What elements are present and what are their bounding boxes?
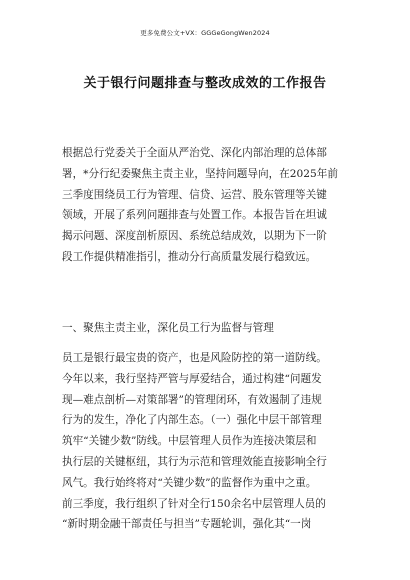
section1-paragraph <box>62 348 354 535</box>
paragraph-line: 员工是银行最宝贵的资产，也是风险防控的第一道防线。 <box>62 352 327 364</box>
paragraph-line: 行为的发生，净化了内部生态。（一）强化中层干部管理 <box>62 414 322 427</box>
paragraph-line: 段工作提供精准指引，推动分行高质量发展行稳致远。 <box>62 250 317 263</box>
header-note: 更多免费公文+VX：GGGeGongWen2024 <box>140 29 270 37</box>
paragraph-line: 现—难点剖析—对策部署”的管理闭环，有效遏制了违规 <box>62 393 322 406</box>
section-heading: 一、聚焦主责主业，深化员工行为监督与管理 <box>62 322 274 334</box>
paragraph-line: 风气。我行始终将对“关键少数”的监督作为重中之重。 <box>62 476 317 489</box>
paragraph-line: 署，*分行纪委聚焦主责主业，坚持问题导向，在2025年前 <box>62 167 338 180</box>
paragraph-line: 领域，开展了系列问题排查与处置工作。本报告旨在坦诚 <box>62 209 327 222</box>
intro-paragraph <box>62 143 354 268</box>
paragraph-line: 今年以来，我行坚持严管与厚爱结合，通过构建“问题发 <box>62 372 322 385</box>
paragraph-line: 前三季度，我行组织了针对全行150余名中层管理人员的 <box>62 497 326 510</box>
document-title: 关于银行问题排查与整改成效的工作报告 <box>83 76 327 91</box>
paragraph-line: 根据总行党委关于全面从严治党、深化内部治理的总体部 <box>62 147 327 159</box>
paragraph-line: 三季度围绕员工行为管理、信贷、运营、股东管理等关键 <box>62 188 327 201</box>
paragraph-line: 揭示问题、深度剖析原因、系统总结成效，以期为下一阶 <box>62 230 327 243</box>
paragraph-line: 筑牢“关键少数”防线。中层管理人员作为连接决策层和 <box>62 435 317 448</box>
paragraph-line: 执行层的关键枢纽，其行为示范和管理效能直接影响全行 <box>62 455 327 468</box>
paragraph-line: “新时期金融干部责任与担当”专题轮训，强化其“一岗 <box>62 518 312 531</box>
